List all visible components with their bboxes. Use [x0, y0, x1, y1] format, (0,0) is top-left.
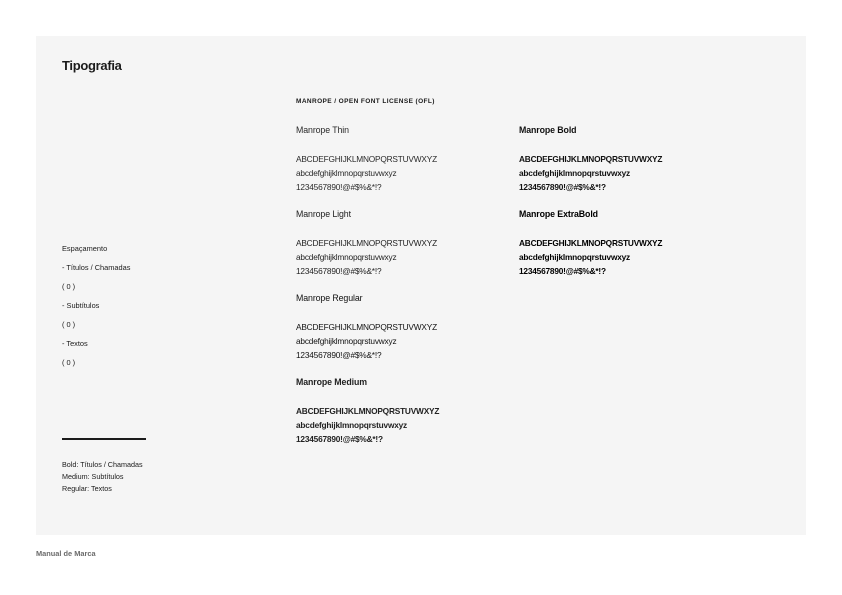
lowercase-sample: abcdefghijklmnopqrstuvwxyz	[519, 168, 630, 178]
font-weights-column-1	[296, 124, 439, 460]
glyph-sample	[519, 236, 662, 278]
weight-usage-legend	[62, 459, 143, 495]
uppercase-sample: ABCDEFGHIJKLMNOPQRSTUVWXYZ	[296, 406, 440, 416]
spacing-subtitles-value: ( 0 )	[62, 320, 76, 329]
spacing-subtitles-label: - Subtítulos	[62, 301, 100, 310]
glyph-sample	[296, 320, 439, 362]
digits-sample: 1234567890!@#$%&*!?	[296, 434, 383, 444]
uppercase-sample: ABCDEFGHIJKLMNOPQRSTUVWXYZ	[296, 322, 437, 332]
lowercase-sample: abcdefghijklmnopqrstuvwxyz	[296, 168, 397, 178]
glyph-sample	[519, 152, 662, 194]
lowercase-sample: abcdefghijklmnopqrstuvwxyz	[296, 252, 397, 262]
digits-sample: 1234567890!@#$%&*!?	[519, 266, 606, 276]
font-license-label: MANROPE / OPEN FONT LICENSE (OFL)	[296, 98, 435, 105]
digits-sample: 1234567890!@#$%&*!?	[296, 182, 382, 192]
font-specimen-thin	[296, 124, 439, 208]
font-name: Manrope Light	[296, 209, 351, 219]
lowercase-sample: abcdefghijklmnopqrstuvwxyz	[296, 336, 397, 346]
lowercase-sample: abcdefghijklmnopqrstuvwxyz	[519, 252, 630, 262]
font-specimen-regular	[296, 292, 439, 376]
font-specimen-bold	[519, 124, 662, 208]
spacing-texts-value: ( 0 )	[62, 358, 76, 367]
uppercase-sample: ABCDEFGHIJKLMNOPQRSTUVWXYZ	[519, 238, 663, 248]
glyph-sample	[296, 236, 439, 278]
font-name: Manrope Regular	[296, 293, 363, 303]
font-name: Manrope Thin	[296, 125, 349, 135]
font-name: Manrope Medium	[296, 377, 367, 387]
divider-line	[62, 438, 146, 440]
glyph-sample	[296, 404, 439, 446]
spacing-titles-value: ( 0 )	[62, 282, 76, 291]
footer-manual-label: Manual de Marca	[36, 549, 96, 558]
spacing-titles-label: - Títulos / Chamadas	[62, 263, 131, 272]
font-specimen-light	[296, 208, 439, 292]
uppercase-sample: ABCDEFGHIJKLMNOPQRSTUVWXYZ	[296, 154, 437, 164]
uppercase-sample: ABCDEFGHIJKLMNOPQRSTUVWXYZ	[519, 154, 663, 164]
font-name: Manrope Bold	[519, 125, 577, 135]
spacing-heading: Espaçamento	[62, 244, 108, 253]
lowercase-sample: abcdefghijklmnopqrstuvwxyz	[296, 420, 407, 430]
digits-sample: 1234567890!@#$%&*!?	[296, 266, 382, 276]
uppercase-sample: ABCDEFGHIJKLMNOPQRSTUVWXYZ	[296, 238, 437, 248]
legend-bold: Bold: Títulos / Chamadas	[62, 460, 143, 469]
digits-sample: 1234567890!@#$%&*!?	[296, 350, 382, 360]
font-specimen-medium	[296, 376, 439, 460]
page-title: Tipografia	[62, 58, 122, 73]
font-specimen-extrabold	[519, 208, 662, 292]
glyph-sample	[296, 152, 439, 194]
spacing-texts-label: - Textos	[62, 339, 88, 348]
legend-medium: Medium: Subtítulos	[62, 472, 124, 481]
font-name: Manrope ExtraBold	[519, 209, 598, 219]
legend-regular: Regular: Textos	[62, 484, 112, 493]
font-weights-column-2	[519, 124, 662, 292]
digits-sample: 1234567890!@#$%&*!?	[519, 182, 606, 192]
